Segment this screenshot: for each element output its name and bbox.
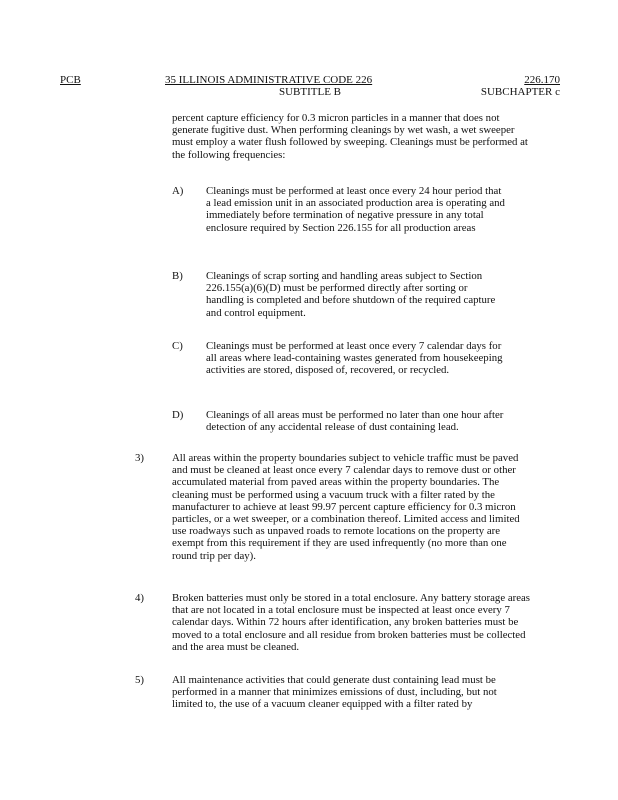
subitem-label: C) — [172, 340, 183, 352]
header-section — [447, 74, 560, 98]
header-code-title: 35 ILLINOIS ADMINISTRATIVE CODE 226 — [165, 74, 373, 86]
subitem-label: B) — [172, 270, 183, 282]
subitem-text: Cleanings of scrap sorting and handling areas subject to Section 226.155(a)(6)(D) must be performed directly after sorting or handling is completed and before shutdown of the required capture and control equipment. — [206, 270, 496, 319]
item-text: All areas within the property boundaries subject to vehicle traffic must be paved and must be cleaned at least once every 7 calendar days to remove dust or other accumulated material from paved areas within the property boundaries. The cleaning must be performed using a vacuum truck with a filter rated by the manufacturer to achieve at least 99.97 percent capture efficiency for 0.3 micron particles, or a wet sweeper, or a combination thereof. Limited access and limited use roadways such as unpaved roads to remote locations on the property are exempt from this requirement if they are used infrequently (no more than one round trip per day). — [172, 452, 520, 562]
header-section-number: 226.170 — [524, 74, 560, 86]
item-text: Broken batteries must only be stored in a total enclosure. Any battery storage areas that are not located in a total enclosure must be inspected at least once every 7 calendar days. Within 72 hours after identification, any broken batteries must be moved to a total enclosure and all residue from broken batteries must be collected and the area must be cleaned. — [172, 592, 530, 653]
subitem-label: A) — [172, 185, 184, 197]
subitem-text: Cleanings must be performed at least once every 24 hour period that a lead emission unit in an associated production area is operating and immediately before termination of negative pressure in any total enclosure required by Section 226.155 for all production areas — [206, 185, 505, 234]
header-agency: PCB — [60, 74, 81, 86]
item-text: All maintenance activities that could generate dust containing lead must be performed in a manner that minimizes emissions of dust, including, but not limited to, the use of a vacuum cleaner equipped with a filter rated by — [172, 674, 497, 711]
item-label: 5) — [135, 674, 144, 686]
header-title — [165, 74, 415, 98]
subitem-text: Cleanings of all areas must be performed no later than one hour after detection of any accidental release of dust containing lead. — [206, 409, 504, 434]
item-label: 4) — [135, 592, 144, 604]
header-subchapter: SUBCHAPTER c — [480, 86, 560, 99]
header-subtitle: SUBTITLE B — [278, 86, 342, 99]
item-label: 3) — [135, 452, 144, 464]
subitem-text: Cleanings must be performed at least once every 7 calendar days for all areas where lead-containing wastes generated from housekeeping activities are stored, disposed of, recovered, or recycled. — [206, 340, 503, 377]
subitem-label: D) — [172, 409, 184, 421]
intro-paragraph: percent capture efficiency for 0.3 micron particles in a manner that does not generate fugitive dust. When performing cleanings by wet wash, a wet sweeper must employ a water flush followed by sweeping. Cleanings must be performed at the following frequencies: — [172, 112, 528, 161]
